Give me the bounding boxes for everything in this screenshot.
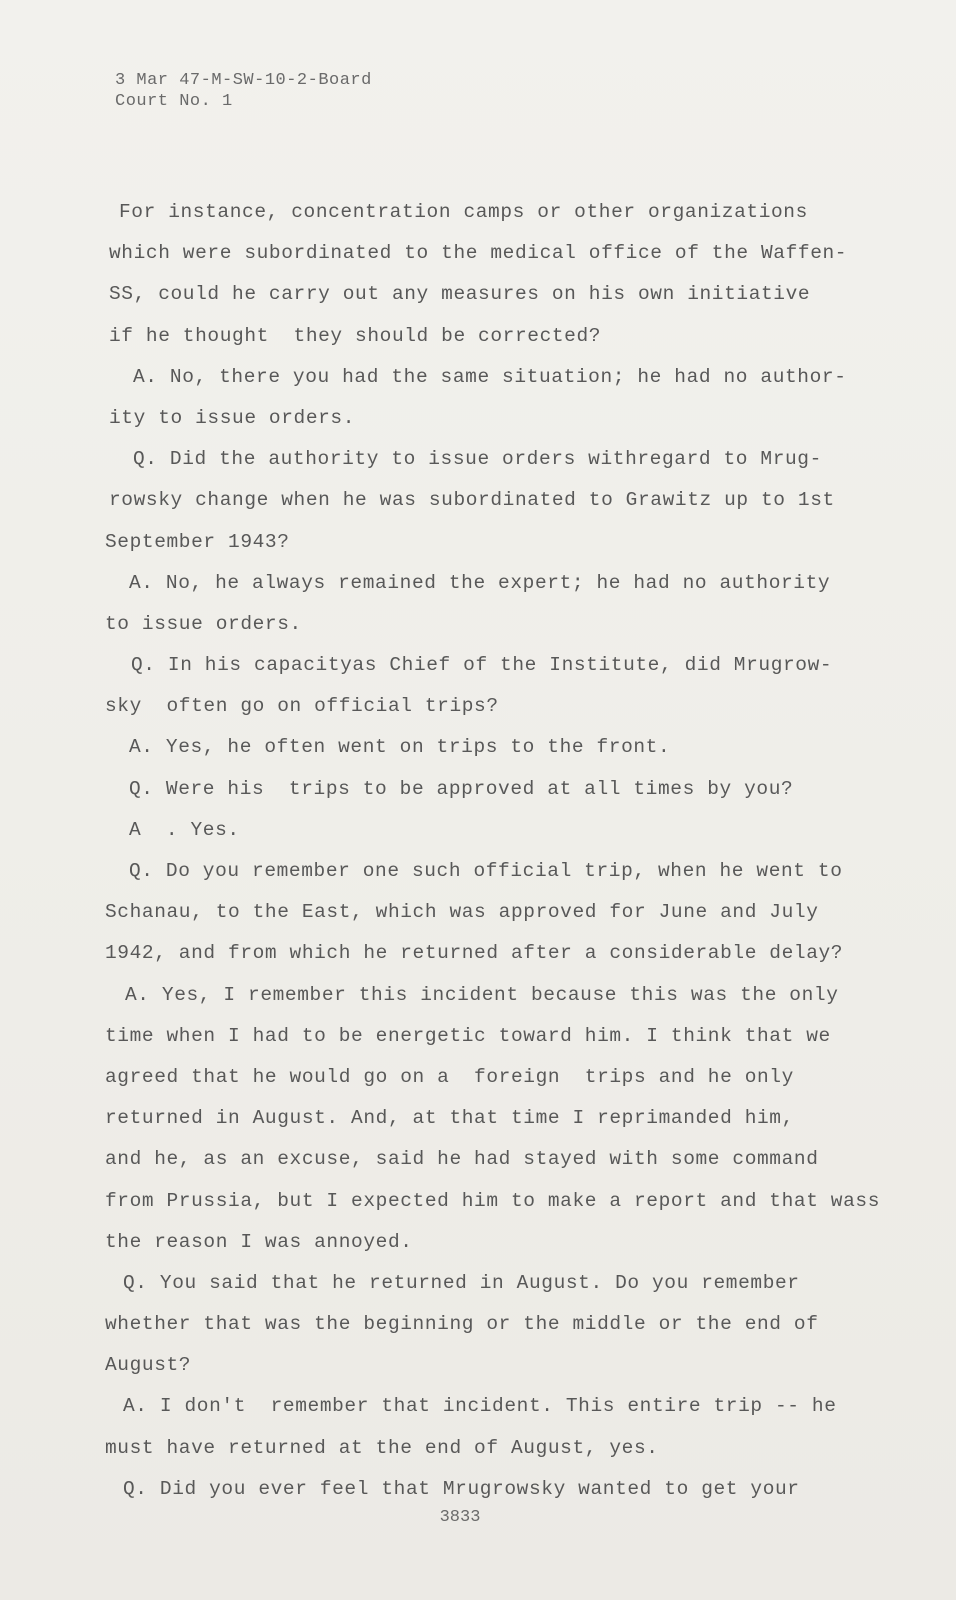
transcript-line: agreed that he would go on a foreign trips and he only [105, 1065, 794, 1088]
transcript-line: which were subordinated to the medical office of the Waffen- [109, 242, 848, 265]
transcript-line: to issue orders. [105, 612, 302, 635]
transcript-line: A. No, he always remained the expert; he had no authority [129, 571, 831, 594]
transcript-line: Schanau, to the East, which was approved for June and July [105, 901, 819, 924]
transcript-line: Q. Did you ever feel that Mrugrowsky wanted to get your [123, 1477, 800, 1500]
transcript-line: A. No, there you had the same situation; he had no author- [133, 365, 847, 388]
header-reference: 3 Mar 47-M-SW-10-2-Board [115, 71, 372, 90]
transcript-line: if he thought they should be corrected? [109, 324, 602, 347]
transcript-line: Q. You said that he returned in August. Do you remember [123, 1271, 800, 1294]
transcript-line: A. I don't remember that incident. This entire trip -- he [123, 1395, 837, 1418]
transcript-line: time when I had to be energetic toward him. I think that we [105, 1024, 831, 1047]
transcript-line: Q. Do you remember one such official trip, when he went to [129, 860, 843, 882]
transcript-line: August? [105, 1354, 192, 1377]
transcript-line: rowsky change when he was subordinated to Grawitz up to 1st [109, 489, 835, 512]
transcript-line: 1942, and from which he returned after a considerable delay? [105, 942, 844, 965]
transcript-body [105, 192, 895, 1510]
transcript-line: from Prussia, but I expected him to make a report and that wass [105, 1189, 881, 1212]
transcript-line: A. Yes, I remember this incident because this was the only [125, 983, 839, 1006]
transcript-line: whether that was the beginning or the middle or the end of [105, 1313, 819, 1336]
transcript-line: A . Yes. [129, 818, 240, 841]
transcript-line: Q. Were his trips to be approved at all times by you? [129, 777, 794, 800]
transcript-line: and he, as an excuse, said he had stayed with some command [105, 1148, 819, 1171]
transcript-line: SS, could he carry out any measures on his own initiative [109, 283, 811, 306]
transcript-line: September 1943? [105, 530, 290, 553]
transcript-line: the reason I was annoyed. [105, 1230, 413, 1253]
document-header [115, 70, 372, 112]
transcript-line: Q. In his capacityas Chief of the Institute, did Mrugrow- [131, 654, 833, 677]
transcript-line: must have returned at the end of August, yes. [105, 1436, 659, 1459]
transcript-line: returned in August. And, at that time I reprimanded him, [105, 1107, 794, 1130]
transcript-line: For instance, concentration camps or other organizations [119, 201, 808, 223]
header-court: Court No. 1 [115, 92, 233, 111]
page-number: 3833 [439, 1508, 481, 1527]
transcript-line: A. Yes, he often went on trips to the front. [129, 736, 671, 759]
transcript-line: Q. Did the authority to issue orders withregard to Mrug- [133, 448, 822, 471]
transcript-line: ity to issue orders. [109, 406, 356, 429]
transcript-line: sky often go on official trips? [105, 695, 499, 718]
